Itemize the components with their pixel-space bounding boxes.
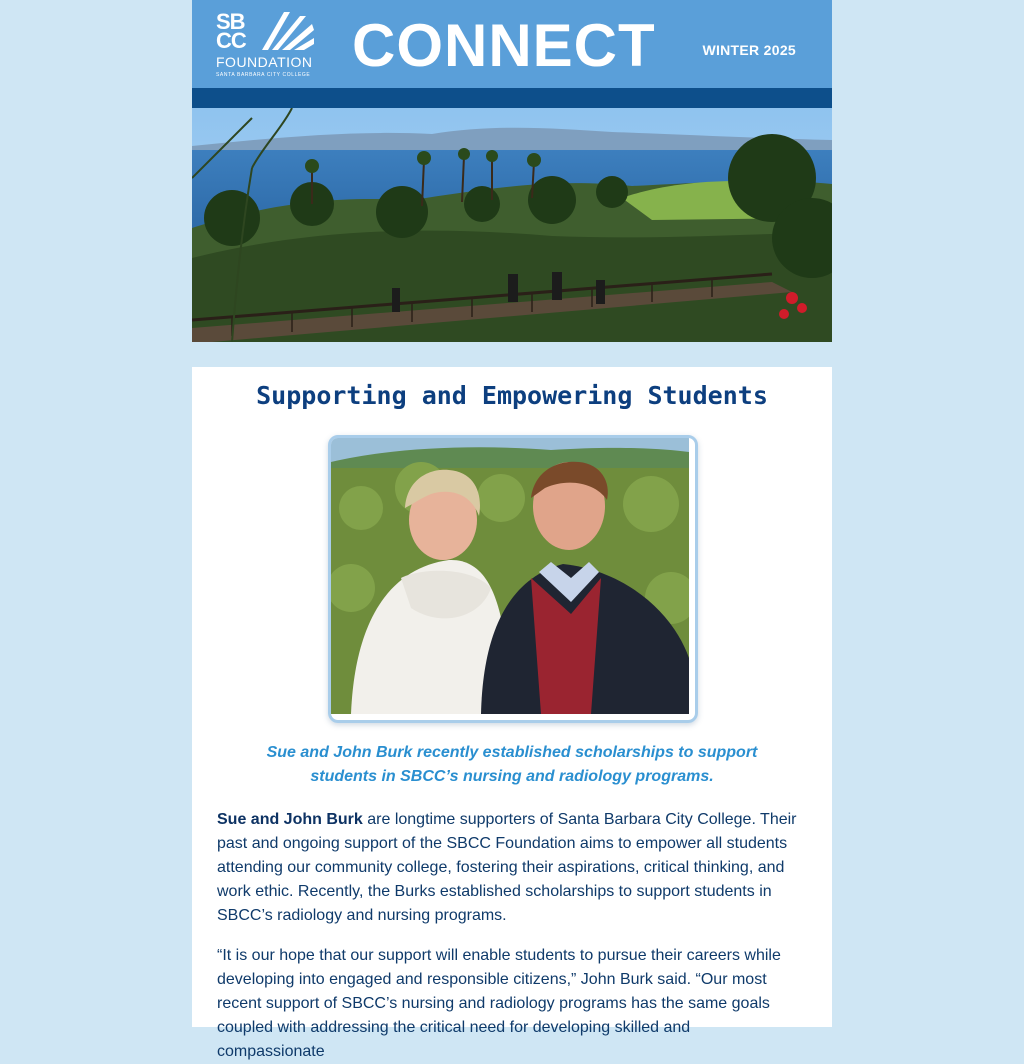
logo-letters [216,9,246,53]
article-card [192,367,832,1060]
article-paragraph-2 [217,944,797,1064]
paragraph-1-text: are longtime supporters of Santa Barbara City College. Their past and ongoing support of the SBCC Foundation aims to empower all students attending our community college, fostering their aspirations, critical thinking, and work ethic. Recently, the Burks established scholarships to support students in SBCC’s radiology and nursing programs. [217,811,797,924]
newsletter [192,0,832,1060]
paragraph-2-continued: coupled with addressing the critical need for developing skilled and compassionate [217,1019,691,1060]
sbcc-foundation-logo[interactable] [216,9,326,78]
masthead-title: CONNECT [352,12,656,79]
donor-names: Sue and John Burk [217,811,363,828]
edition-label: WINTER 2025 [702,42,796,58]
header-band [192,88,832,108]
photo-caption: Sue and John Burk recently established scholarships to support students in SBCC’s nursing and radiology programs. [266,744,758,785]
article-headline: Supporting and Empowering Students [256,381,768,410]
article-paragraph-1 [217,808,797,928]
hero-image [192,108,832,342]
newsletter-header [192,0,832,88]
logo-stripes-icon [262,12,314,50]
article-photo [328,435,698,723]
logo-subtitle: SANTA BARBARA CITY COLLEGE [216,72,311,78]
coastline-photo-icon [192,108,832,342]
couple-portrait-photo-icon [331,438,689,714]
logo-letters-line1: SB [216,9,245,34]
logo-wordmark: FOUNDATION [216,54,313,70]
logo-letters-line2: CC [216,28,246,53]
paragraph-2-text: “It is our hope that our support will enable students to pursue their careers while developing into engaged and responsible citizens,” John Burk said. “Our most recent support of SBCC’s nursing and radiology programs has the same goals [217,947,781,1012]
